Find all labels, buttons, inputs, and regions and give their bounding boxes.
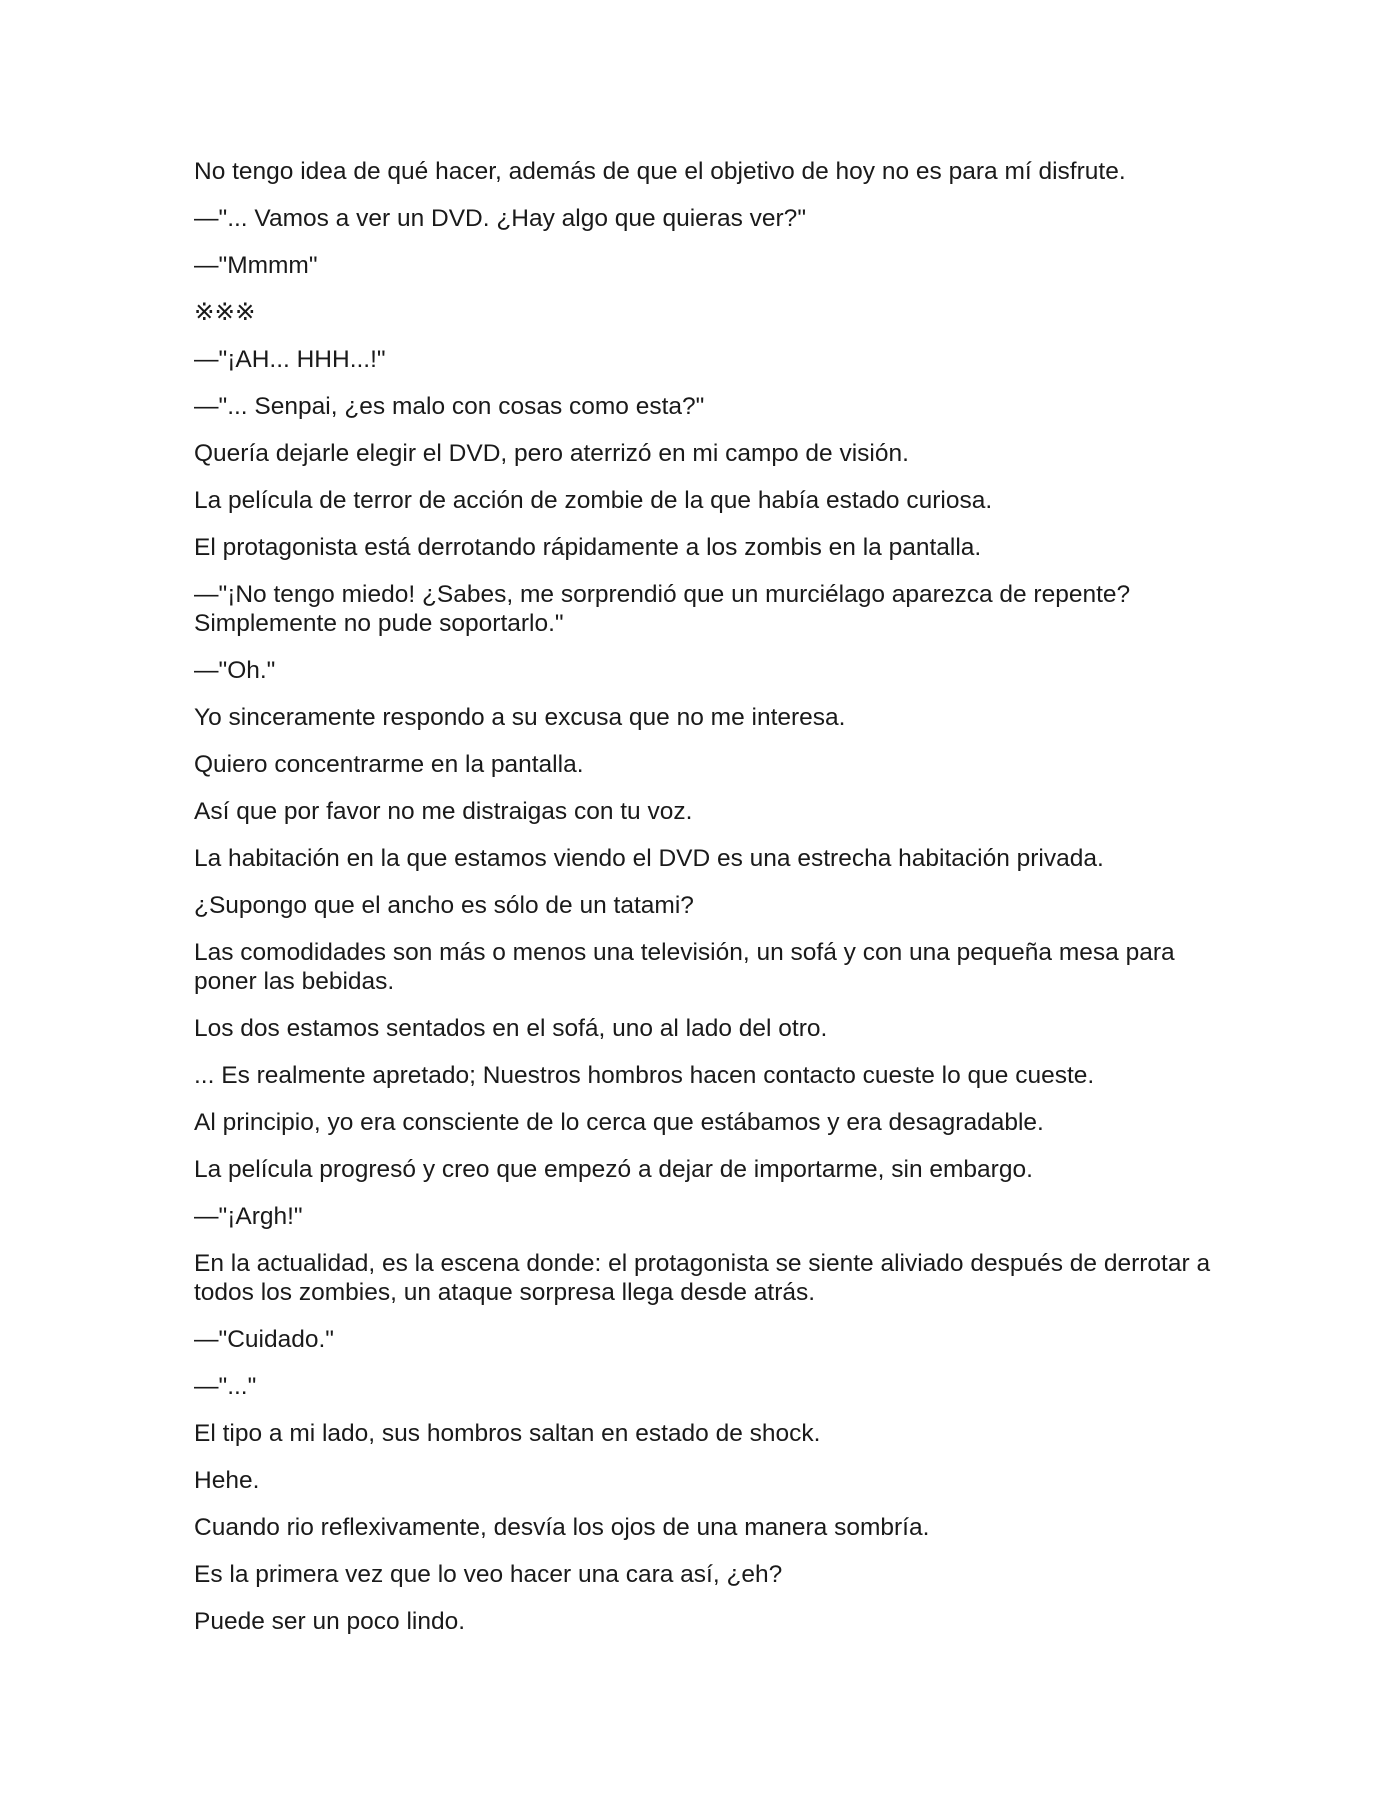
- paragraph: Así que por favor no me distraigas con tu voz.: [194, 798, 693, 825]
- paragraph: No tengo idea de qué hacer, además de que el objetivo de hoy no es para mí disfrute.: [194, 158, 1126, 185]
- paragraph: —"¡No tengo miedo! ¿Sabes, me sorprendió que un murciélago aparezca de repente? Simplemente no pude soportarlo.": [194, 581, 1137, 637]
- paragraph: Es la primera vez que lo veo hacer una cara así, ¿eh?: [194, 1561, 783, 1588]
- paragraph: Cuando rio reflexivamente, desvía los ojos de una manera sombría.: [194, 1514, 930, 1541]
- paragraph: —"Cuidado.": [194, 1326, 334, 1353]
- paragraph: Quería dejarle elegir el DVD, pero aterrizó en mi campo de visión.: [194, 440, 909, 467]
- paragraph: —"... Vamos a ver un DVD. ¿Hay algo que quieras ver?": [194, 205, 807, 232]
- paragraph: Los dos estamos sentados en el sofá, uno al lado del otro.: [194, 1015, 828, 1042]
- paragraph: ... Es realmente apretado; Nuestros hombros hacen contacto cueste lo que cueste.: [194, 1062, 1095, 1089]
- paragraph: El tipo a mi lado, sus hombros saltan en estado de shock.: [194, 1420, 821, 1447]
- paragraph: El protagonista está derrotando rápidamente a los zombis en la pantalla.: [194, 534, 982, 561]
- paragraph: —"¡Argh!": [194, 1203, 303, 1230]
- paragraph: Hehe.: [194, 1467, 260, 1494]
- paragraph: Puede ser un poco lindo.: [194, 1608, 466, 1635]
- scene-break: ※※※: [194, 299, 256, 326]
- paragraph: La habitación en la que estamos viendo el DVD es una estrecha habitación privada.: [194, 845, 1104, 872]
- paragraph: —"... Senpai, ¿es malo con cosas como esta?": [194, 393, 705, 420]
- body-text: [194, 157, 1217, 1654]
- paragraph: —"¡AH... HHH...!": [194, 346, 386, 373]
- paragraph: Yo sinceramente respondo a su excusa que no me interesa.: [194, 704, 846, 731]
- paragraph: En la actualidad, es la escena donde: el protagonista se siente aliviado después de derrotar a todos los zombies, un ataque sorpresa llega desde atrás.: [194, 1250, 1217, 1306]
- paragraph: La película de terror de acción de zombie de la que había estado curiosa.: [194, 487, 993, 514]
- paragraph: ¿Supongo que el ancho es sólo de un tatami?: [194, 892, 694, 919]
- paragraph: —"...": [194, 1373, 257, 1400]
- paragraph: —"Oh.": [194, 657, 276, 684]
- paragraph: Las comodidades son más o menos una televisión, un sofá y con una pequeña mesa para poner las bebidas.: [194, 939, 1182, 995]
- paragraph: —"Mmmm": [194, 252, 318, 279]
- paragraph: Al principio, yo era consciente de lo cerca que estábamos y era desagradable.: [194, 1109, 1044, 1136]
- paragraph: Quiero concentrarme en la pantalla.: [194, 751, 584, 778]
- paragraph: La película progresó y creo que empezó a dejar de importarme, sin embargo.: [194, 1156, 1033, 1183]
